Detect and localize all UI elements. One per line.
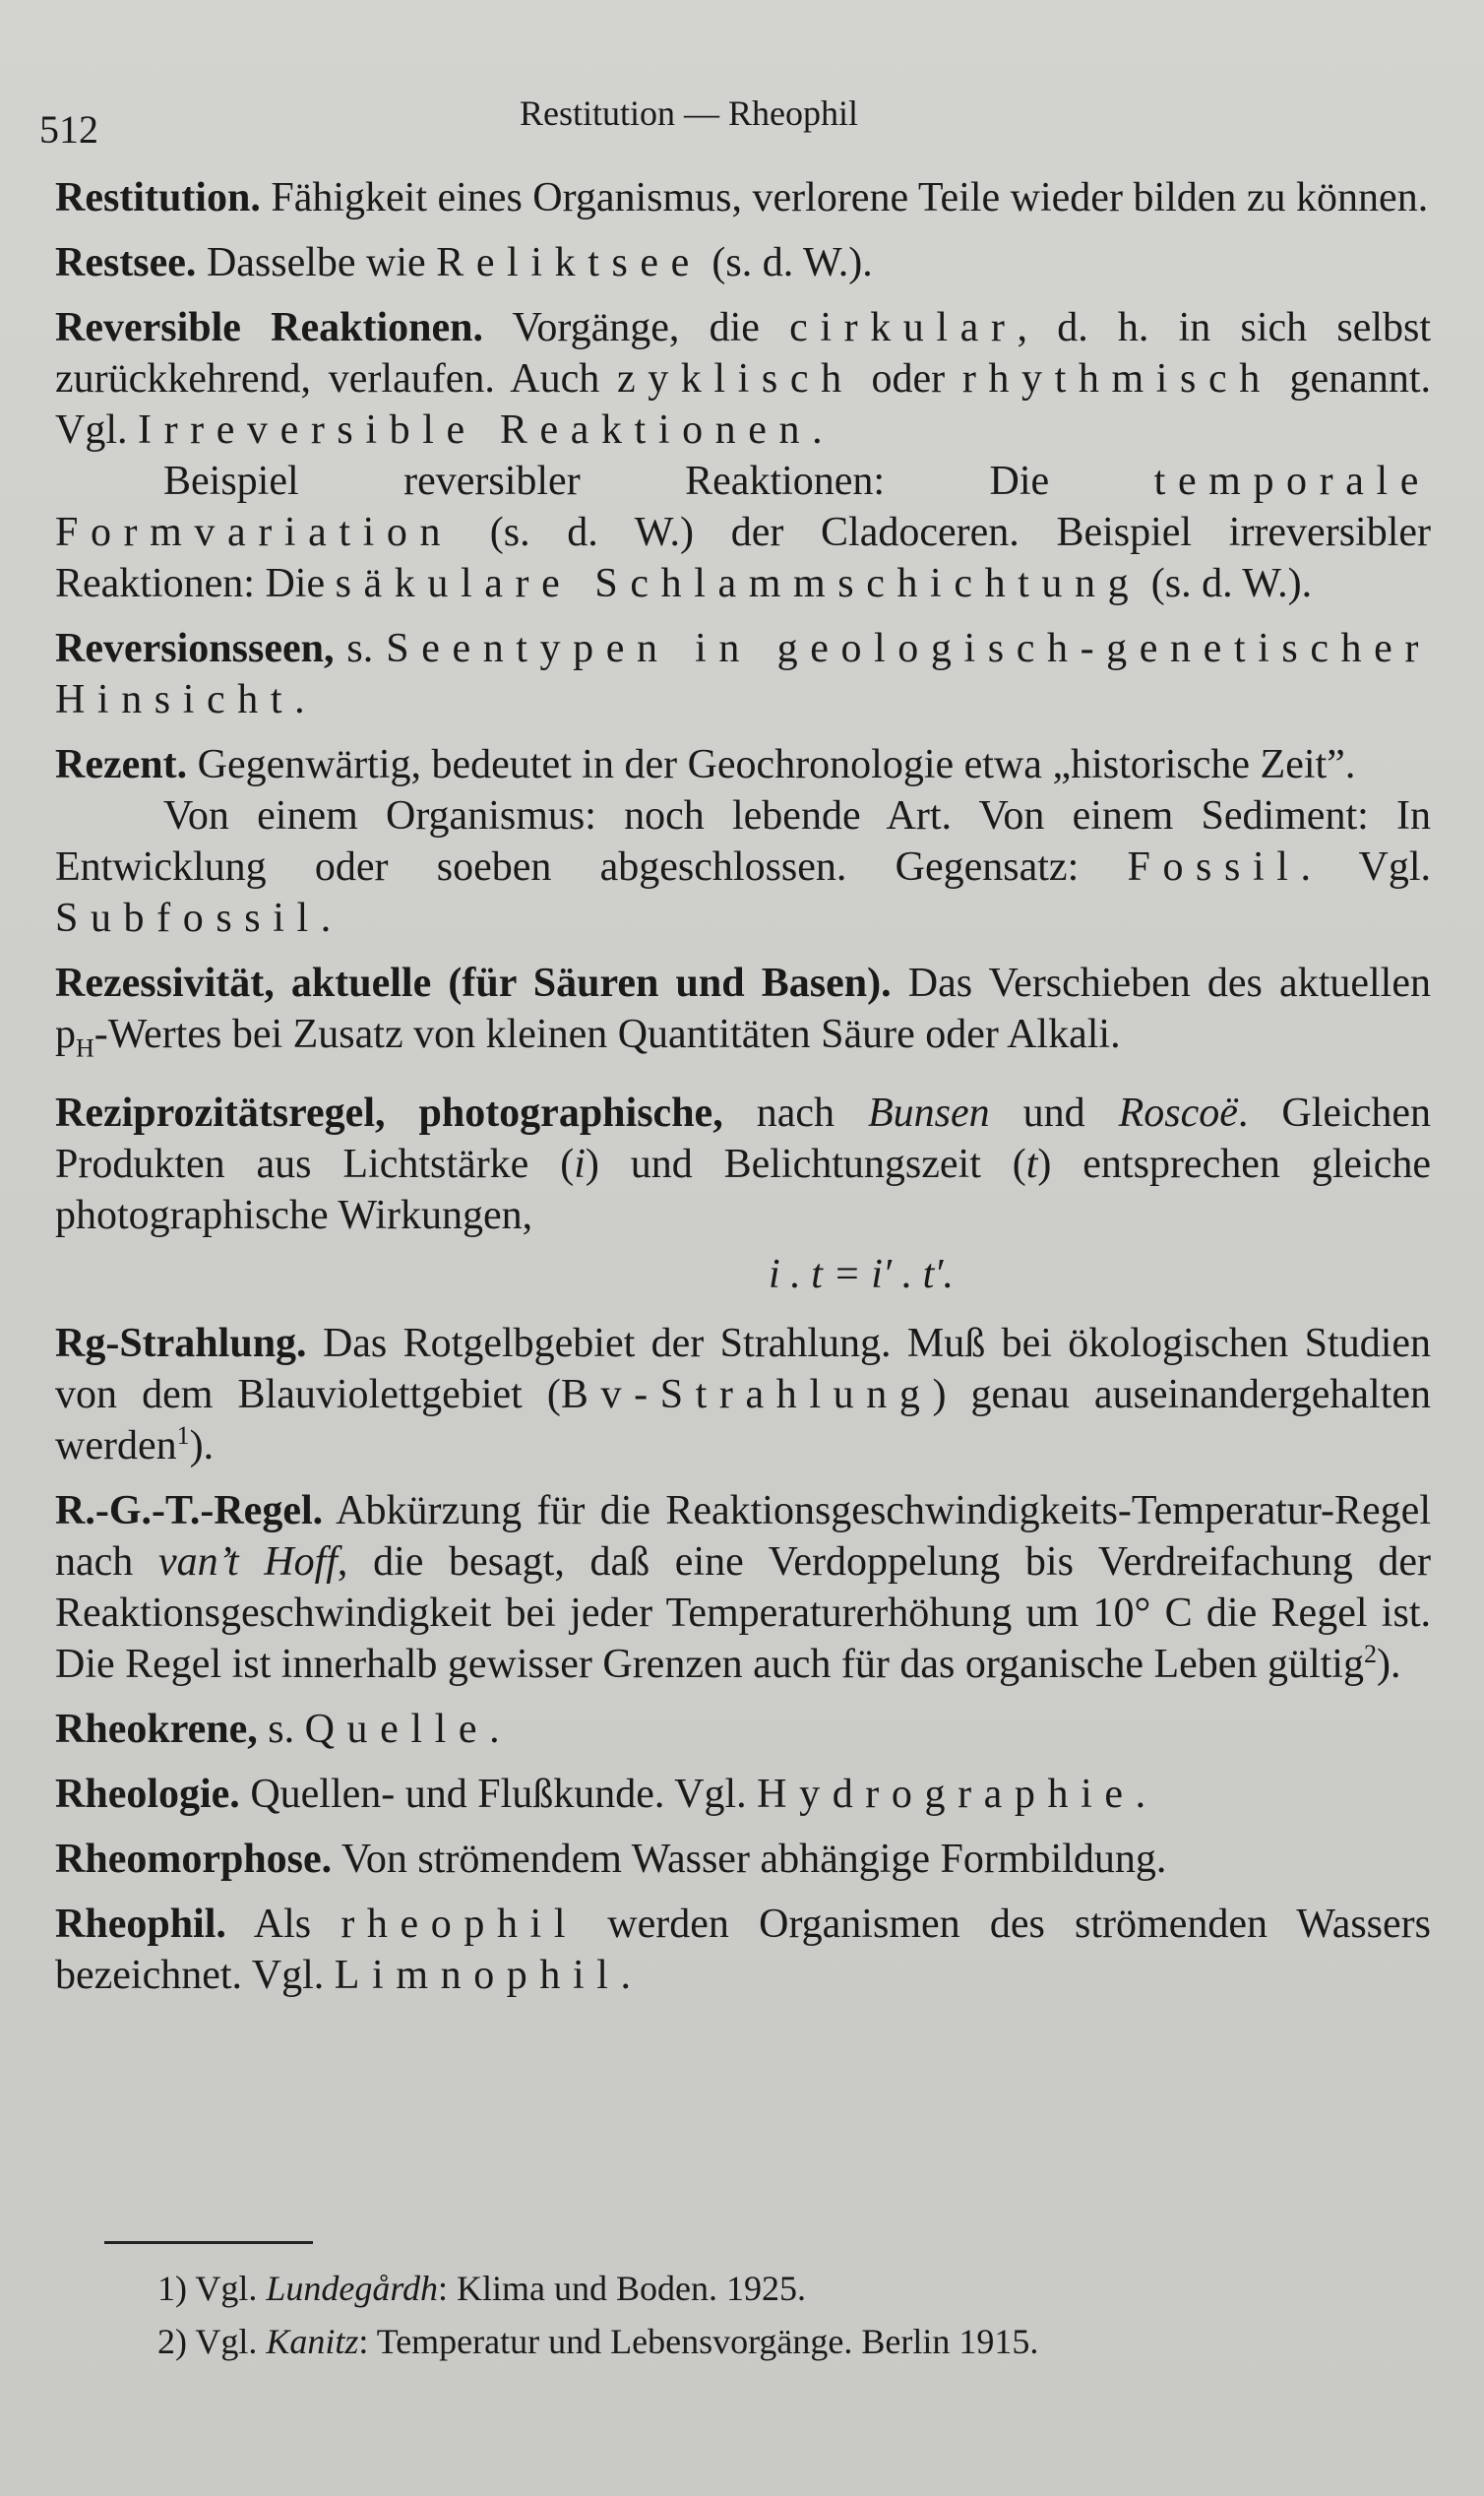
footnote-text: : Temperatur und Lebensvorgänge. Berlin 1915. (358, 2322, 1039, 2361)
entry-reversible-beispiel (55, 456, 1431, 609)
entry-headword: Rheologie. (55, 1772, 240, 1818)
entry-text: . (620, 1953, 632, 1999)
entry-text: werden Organismen des strömenden Wassers bezeichnet. Vgl. (55, 1902, 1432, 1999)
entry-headword: Rheophil. (55, 1902, 226, 1948)
page-header (39, 87, 1405, 152)
footnote-ref[interactable]: 1 (176, 1421, 190, 1451)
entry-text: genannt. Vgl. (55, 356, 1431, 453)
variable: t (1025, 1142, 1038, 1188)
entry-text: ). (1376, 1642, 1401, 1688)
entry-text: (s. d. W.) der Cladoceren. Beispiel irreversibler Reaktionen: Die (55, 510, 1431, 606)
entry-text: (s. d. W.). (1141, 561, 1313, 606)
entry-headword: Rezessivität, aktuelle (für Säuren und Basen). (55, 961, 892, 1006)
page-number: 512 (39, 107, 98, 152)
entry-text: Abkürzung für die Reaktionsgeschwindigkeits-Temperatur-Regel nach (55, 1488, 1431, 1586)
entry-headword: Rg-Strahlung. (55, 1321, 307, 1367)
entry-text: . (489, 1707, 500, 1753)
entry-text: Vorgänge, die (483, 305, 790, 350)
entry-headword: Restsee. (55, 240, 197, 285)
entry-text: Von einem Organismus: noch lebende Art. Von einem Sediment: In Entwicklung oder soeben abgeschlossen. Gegensatz: (55, 793, 1431, 890)
spaced-term: temporale Formvariation (55, 459, 1431, 555)
footnote-text: : Klima und Boden. 1925. (438, 2269, 807, 2308)
entry-text: Fähigkeit eines Organismus, verlorene Teile wieder bilden zu können. (260, 175, 1429, 220)
formula: i . t = i′ . t′. (769, 1252, 954, 1298)
spaced-term: Subfossil (55, 896, 321, 941)
entry-text: s. (257, 1707, 305, 1753)
entry-reversionsseen (55, 623, 1431, 725)
entry-text: ). (189, 1423, 215, 1469)
entry-text: (s. d. W.). (701, 240, 873, 285)
entry-text: Beispiel reversibler Reaktionen: Die (163, 459, 1154, 504)
spaced-term: Fossil (1127, 844, 1301, 890)
entry-text: und (989, 1091, 1119, 1137)
entry-rg-strahlung (55, 1318, 1431, 1471)
entry-rheomorphose (55, 1834, 1431, 1885)
entry-text: oder (853, 356, 962, 402)
author-name: Kanitz (266, 2322, 359, 2361)
entry-text: Das Verschieben des aktuellen p (55, 961, 1431, 1057)
running-title: Restitution — Rheophil (520, 94, 859, 133)
entry-headword: Reversible Reaktionen. (55, 305, 483, 350)
entry-text: . Gleichen Produkten aus Lichtstärke ( (55, 1091, 1431, 1188)
entry-rheologie (55, 1769, 1431, 1820)
spaced-term: Reliktsee (436, 240, 702, 285)
entry-text: ) und Belichtungszeit ( (585, 1142, 1026, 1188)
entry-text: ) entsprechen gleiche photographische Wirkungen, (55, 1142, 1431, 1239)
entry-rheokrene (55, 1704, 1431, 1755)
dictionary-entries (55, 172, 1431, 2015)
spaced-term: Hydrographie (757, 1772, 1136, 1818)
footnotes (157, 2262, 1038, 2368)
footnote-mark: 1) Vgl. (157, 2269, 267, 2308)
entry-headword: Reziprozitätsregel, photographische, (55, 1091, 723, 1137)
entry-headword: R.-G.-T.-Regel. (55, 1488, 324, 1534)
footnote-divider (104, 2241, 313, 2244)
entry-rezessivitaet (55, 958, 1431, 1074)
spaced-term: Quelle (304, 1707, 490, 1753)
entry-text: ) genau auseinandergehalten werden (55, 1372, 1432, 1469)
entry-text: Quellen- und Flußkunde. Vgl. (239, 1772, 758, 1818)
spaced-term: Irreversible Reaktionen (138, 407, 813, 453)
entry-text: . Vgl. (1300, 844, 1431, 890)
entry-text: . (812, 407, 823, 453)
spaced-term: Limnophil (334, 1953, 621, 1999)
author-name: Bunsen (867, 1091, 990, 1137)
footnote-mark: 2) Vgl. (157, 2322, 267, 2361)
entry-text: nach (722, 1091, 868, 1137)
spaced-term: rheophil (340, 1902, 579, 1948)
entry-rheophil (55, 1899, 1431, 2001)
subscript: H (76, 1033, 94, 1063)
footnote-1 (157, 2262, 1038, 2315)
entry-text: Als (225, 1902, 341, 1948)
entry-text: Das Rotgelbgebiet der Strahlung. Muß bei ökologischen Studien von dem Blauviolettgebiet ( (55, 1321, 1431, 1418)
author-name: Roscoë (1118, 1091, 1238, 1137)
spaced-term: Bv-Strahlung (560, 1372, 933, 1418)
entry-headword: Reversionsseen, (55, 626, 335, 671)
entry-text: s. (334, 626, 387, 671)
entry-text: Gegenwärtig, bedeutet in der Geochronologie etwa „historische Zeit”. (187, 742, 1356, 787)
entry-restsee (55, 237, 1431, 288)
spaced-term: cirkular (789, 305, 1018, 350)
entry-headword: Rheomorphose. (55, 1837, 333, 1883)
entry-text: , die besagt, daß eine Verdoppelung bis Verdreifachung der Reaktionsgeschwindigkeit bei jeder Temperaturerhöhung um 10° C die Regel ist. Die Regel ist innerhalb gewisser Grenzen auch für das organische Leben gültig (55, 1539, 1431, 1688)
entry-rgt-regel (55, 1485, 1431, 1690)
entry-text: . (320, 896, 332, 941)
entry-headword: Rezent. (55, 742, 188, 787)
entry-headword: Restitution. (55, 175, 261, 220)
entry-text: Von strömendem Wasser abhängige Formbildung. (332, 1837, 1167, 1883)
entry-text: Dasselbe wie (196, 240, 437, 285)
entry-headword: Rheokrene, (55, 1707, 258, 1753)
entry-text: . (294, 677, 305, 722)
entry-rezent-organismus (55, 790, 1431, 944)
entry-text: . (1135, 1772, 1146, 1818)
variable: i (574, 1142, 586, 1188)
spaced-term: Seentypen in geologisch-genetischer Hinsicht (55, 626, 1431, 722)
spaced-term: rhythmisch (961, 356, 1272, 402)
entry-text: -Wertes bei Zusatz von kleinen Quantitäten Säure oder Alkali. (93, 1012, 1121, 1057)
spaced-term: zyklisch (616, 356, 854, 402)
entry-text: , d. h. in sich selbst zurückkehrend, verlaufen. Auch (55, 305, 1432, 402)
entry-restitution (55, 172, 1431, 223)
author-name: Lundegårdh (266, 2269, 439, 2308)
footnote-ref[interactable]: 2 (1363, 1640, 1377, 1669)
footnote-2 (157, 2315, 1038, 2368)
spaced-term: säkulare Schlammschichtung (335, 561, 1142, 606)
entry-reziprozitaetsregel (55, 1088, 1431, 1241)
author-name: van’t Hoff (157, 1539, 338, 1586)
entry-rezent (55, 739, 1431, 790)
entry-reversible-reaktionen (55, 302, 1431, 456)
